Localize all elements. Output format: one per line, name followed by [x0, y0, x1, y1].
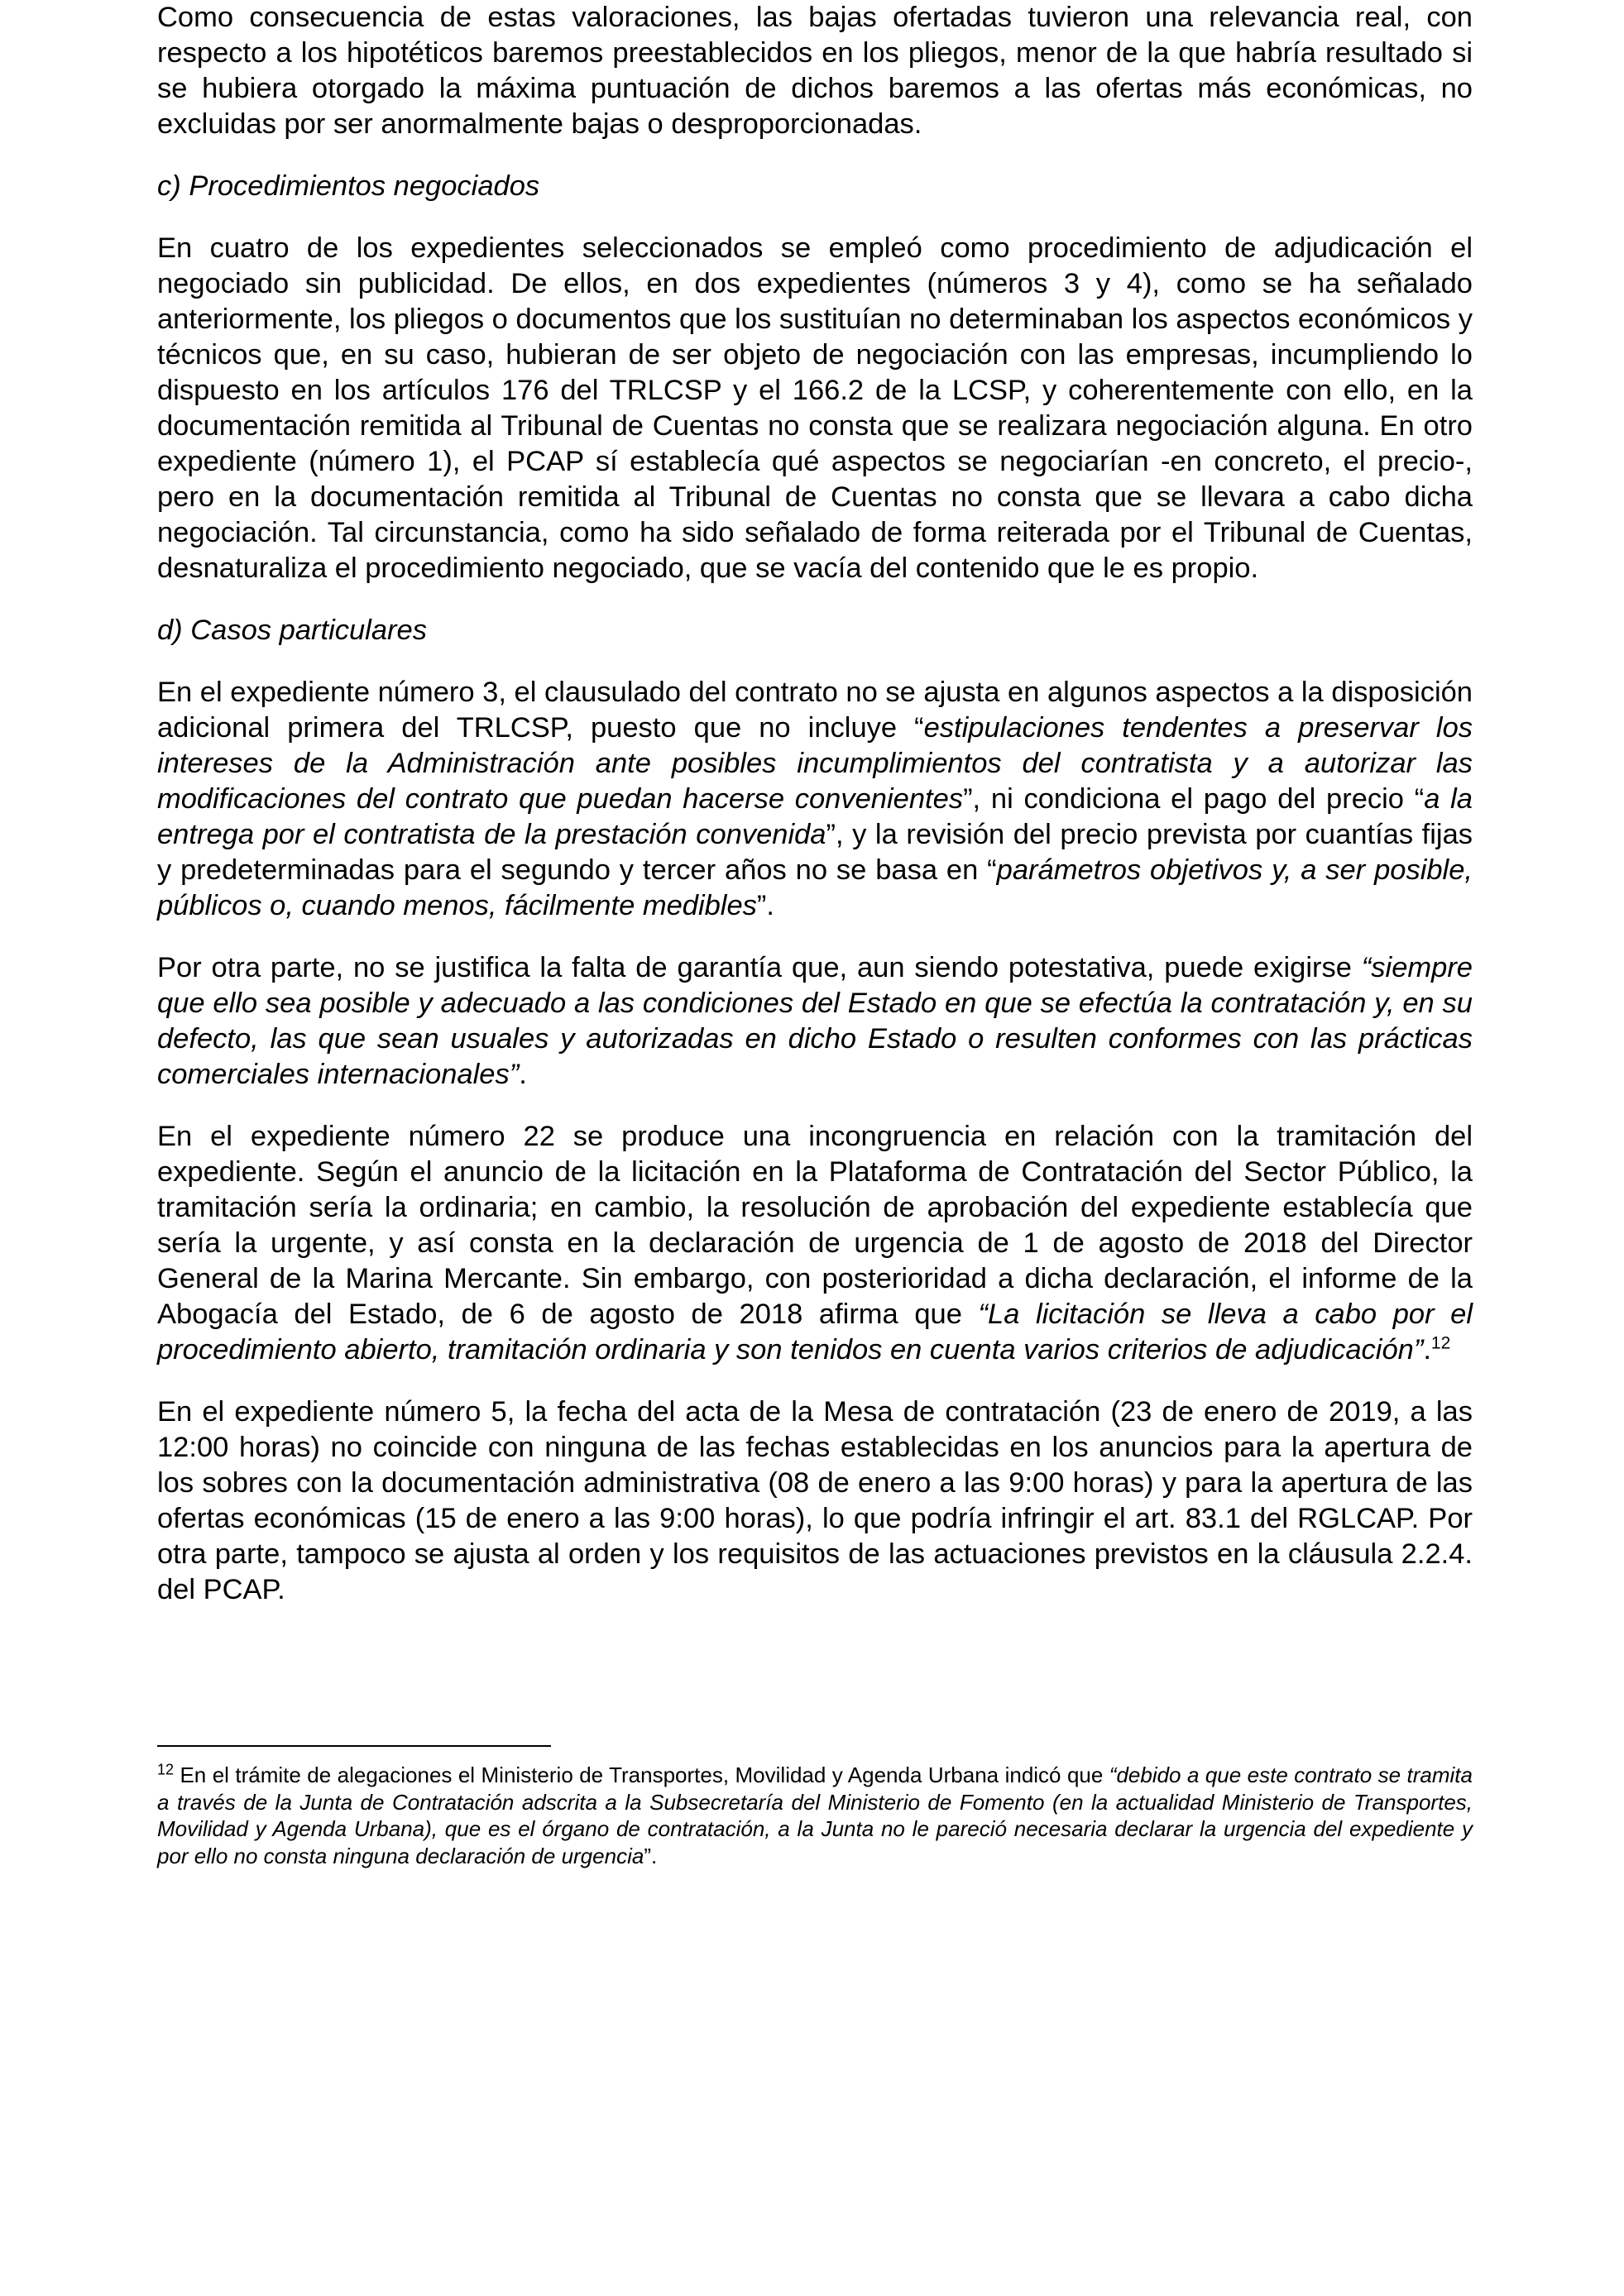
quote-run: parámetros objetivos y, a ser posible, públicos o, cuando menos, fácilmente medibles [157, 854, 1473, 921]
document-body [157, 0, 1473, 1608]
quote-run: “debido a que este contrato se tramita a través de la Junta de Contratación adscrita a la Subsecretaría del Ministerio de Fomento (en la actualidad Ministerio de Transportes, Movilidad y Agenda Urbana), que es el órgano de contratación, a la Junta no le pareció necesaria declarar la urgencia del expediente y por ello no consta ninguna declaración de urgencia [157, 1763, 1473, 1868]
text-run: . [519, 1059, 527, 1090]
text-run: En el trámite de alegaciones el Ministerio de Transportes, Movilidad y Agenda Urbana indicó que [174, 1763, 1109, 1787]
text-run: ”. [644, 1843, 658, 1868]
quote-run: a la entrega por el contratista de la prestación convenida [157, 783, 1473, 850]
paragraph-valoraciones: Como consecuencia de estas valoraciones, las bajas ofertadas tuvieron una relevancia real, con respecto a los hipotéticos baremos preestablecidos en los pliegos, menor de la que habría resultado si se hubiera otorgado la máxima puntuación de dichos baremos a las ofertas más económicas, no excluidas por ser anormalmente bajas o desproporcionadas. [157, 2, 1473, 140]
text-run: En el expediente número 3, el clausulado del contrato no se ajusta en algunos aspectos a la disposición adicional primera del TRLCSP, puesto que no incluye “ [157, 677, 1473, 744]
section-heading-casos-particulares: d) Casos particulares [157, 615, 427, 646]
text-run: En el expediente número 22 se produce una incongruencia en relación con la tramitación del expediente. Según el anuncio de la licitación en la Plataforma de Contratación del Sector Público, la tramitación sería la ordinaria; en cambio, la resolución de aprobación del expediente establecía que sería la urgente, y así consta en la declaración de urgencia de 1 de agosto de 2018 del Director General de la Marina Mercante. Sin embargo, con posterioridad a dicha declaración, el informe de la Abogacía del Estado, de 6 de agosto de 2018 afirma que [157, 1121, 1473, 1330]
paragraph-procedimientos-negociados: En cuatro de los expedientes seleccionados se empleó como procedimiento de adjudicación el negociado sin publicidad. De ellos, en dos expedientes (números 3 y 4), como se ha señalado anteriormente, los pliegos o documentos que los sustituían no determinaban los aspectos económicos y técnicos que, en su caso, hubieran de ser objeto de negociación con las empresas, incumpliendo lo dispuesto en los artículos 176 del TRLCSP y el 166.2 de la LCSP, y coherentemente con ello, en la documentación remitida al Tribunal de Cuentas no consta que se realizara negociación alguna. En otro expediente (número 1), el PCAP sí establecía qué aspectos se negociarían -en concreto, el precio-, pero en la documentación remitida al Tribunal de Cuentas no consta que se llevara a cabo dicha negociación. Tal circunstancia, como ha sido señalado de forma reiterada por el Tribunal de Cuentas, desnaturaliza el procedimiento negociado, que se vacía del contenido que le es propio. [157, 232, 1473, 584]
footnote-12 [157, 1762, 1473, 1869]
footnote-number: 12 [157, 1761, 175, 1778]
text-run: ”. [756, 890, 774, 921]
paragraph-expediente-3 [157, 675, 1473, 924]
text-run: ”, ni condiciona el pago del precio “ [963, 783, 1425, 815]
section-heading-procedimientos-negociados: c) Procedimientos negociados [157, 170, 540, 202]
quote-run: “siempre que ello sea posible y adecuado a las condiciones del Estado en que se efectúa la contratación y, en su defecto, las que sean usuales y autorizadas en dicho Estado o resulten conformes con las prácticas comerciales internacionales” [157, 952, 1473, 1090]
text-run: . [1423, 1334, 1431, 1366]
footnote-separator [157, 1745, 551, 1747]
paragraph-expediente-22 [157, 1119, 1473, 1368]
text-run: Por otra parte, no se justifica la falta de garantía que, aun siendo potestativa, puede exigirse [157, 952, 1362, 983]
quote-run: estipulaciones tendentes a preservar los intereses de la Administración ante posibles incumplimientos del contratista y a autorizar las modificaciones del contrato que puedan hacerse convenientes [157, 712, 1473, 815]
paragraph-expediente-5: En el expediente número 5, la fecha del acta de la Mesa de contratación (23 de enero de 2019, a las 12:00 horas) no coincide con ninguna de las fechas establecidas en los anuncios para la apertura de los sobres con la documentación administrativa (08 de enero a las 9:00 horas) y para la apertura de las ofertas económicas (15 de enero a las 9:00 horas), lo que podría infringir el art. 83.1 del RGLCAP. Por otra parte, tampoco se ajusta al orden y los requisitos de las actuaciones previstos en la cláusula 2.2.4. del PCAP. [157, 1396, 1473, 1605]
text-run: ”, y la revisión del precio prevista por cuantías fijas y predeterminadas para el segundo y tercer años no se basa en “ [157, 819, 1473, 886]
paragraph-garantia [157, 950, 1473, 1093]
quote-run: “La licitación se lleva a cabo por el procedimiento abierto, tramitación ordinaria y son tenidos en cuenta varios criterios de adjudicación” [157, 1299, 1473, 1366]
footnote-reference[interactable]: 12 [1430, 1333, 1451, 1353]
